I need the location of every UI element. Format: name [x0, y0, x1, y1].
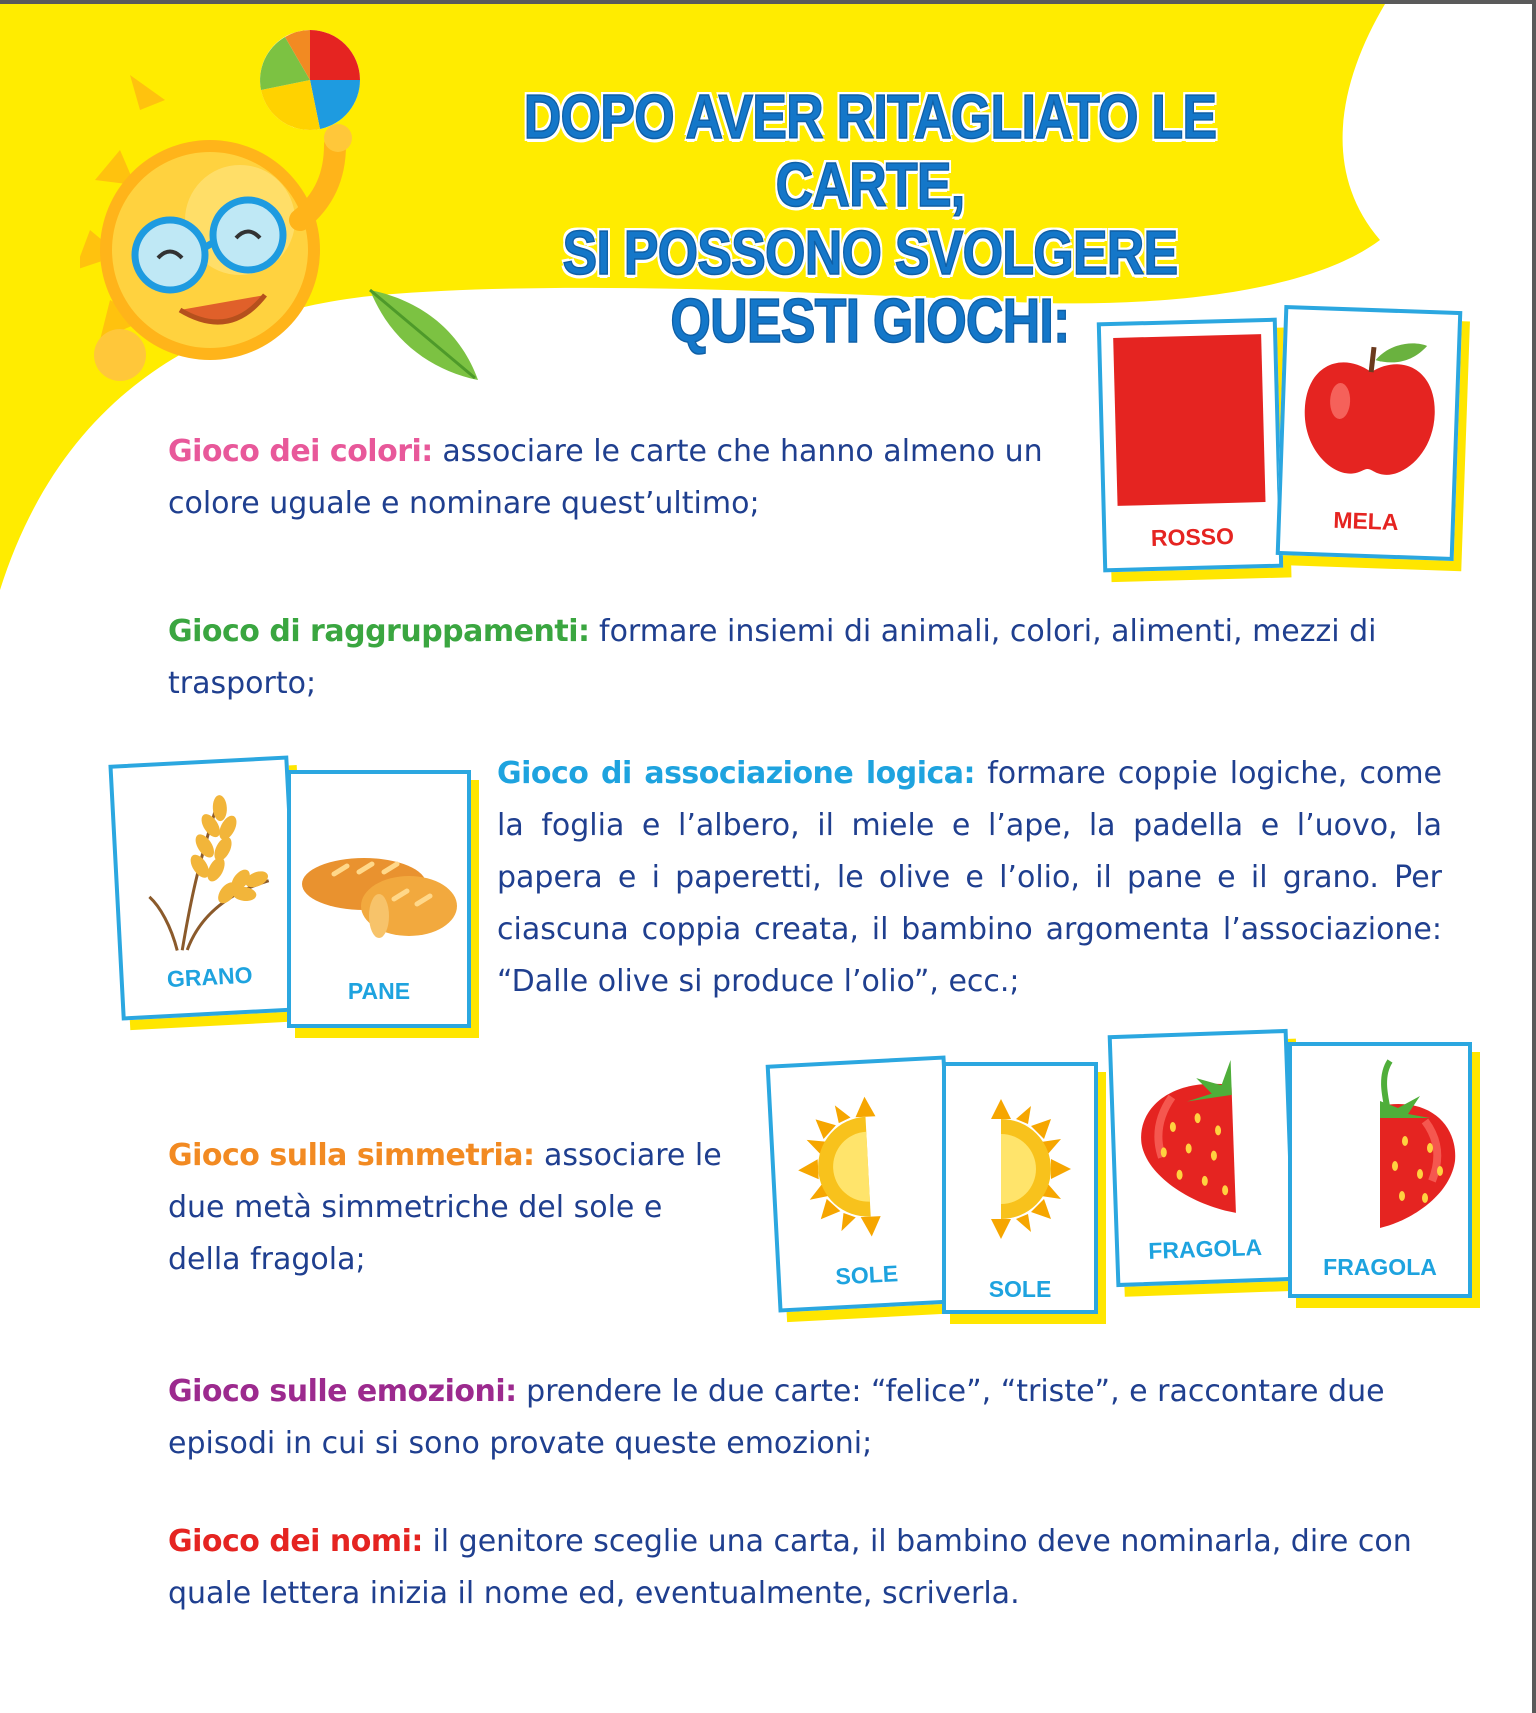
half-sun-icon [946, 1094, 1086, 1244]
game-emozioni-paragraph [168, 1366, 1468, 1470]
card-fragola-left-label: FRAGOLA [1147, 1233, 1263, 1264]
game-emozioni-name: Gioco sulle emozioni: [168, 1374, 517, 1409]
wheat-icon [134, 781, 278, 958]
game-colori-text: associare le carte che hanno almeno un colore uguale e nominare quest’ultimo; [168, 434, 1043, 521]
title-line-3: QUESTI GIOCHI: [670, 287, 1070, 356]
game-raggruppamenti-name: Gioco di raggruppamenti: [168, 614, 590, 649]
card-mela-label: MELA [1332, 506, 1399, 536]
sun-mascot-icon [80, 20, 500, 410]
game-colori-paragraph [168, 426, 1078, 530]
leaf-icon [370, 290, 478, 380]
card-sole-right-label: SOLE [988, 1276, 1052, 1302]
game-emozioni-text: prendere le due carte: “felice”, “triste”, e raccontare due episodi in cui si sono provate queste emozioni; [168, 1374, 1385, 1461]
half-sun-icon [789, 1088, 947, 1246]
half-strawberry-icon [1130, 1055, 1246, 1219]
card-fragola-left [1108, 1029, 1297, 1287]
title-line-2: SI POSSONO SVOLGERE [562, 219, 1178, 288]
game-associazione-text: formare coppie logiche, come la foglia e l’albero, il miele e l’ape, la padella e l’uovo, la papera e i paperetti, le olive e l’olio, il pane e il grano. Per ciascuna coppia creata, il bambino argomenta l’associazione: “Dalle olive si produce l’olio”, ecc.; [497, 756, 1442, 999]
game-simmetria-name: Gioco sulla simmetria: [168, 1138, 535, 1173]
game-raggruppamenti-text: formare insiemi di animali, colori, alimenti, mezzi di trasporto; [168, 614, 1377, 701]
card-pane-label: PANE [347, 978, 411, 1004]
card-pane [287, 770, 471, 1028]
card-grano [108, 755, 301, 1020]
card-sole-right [942, 1062, 1098, 1314]
half-strawberry-icon [1380, 1056, 1460, 1231]
card-mela [1276, 305, 1463, 561]
game-associazione-paragraph [497, 748, 1442, 1008]
card-grano-label: GRANO [166, 961, 254, 993]
page-title [492, 84, 1248, 356]
game-nomi-name: Gioco dei nomi: [168, 1524, 423, 1559]
game-colori-name: Gioco dei colori: [168, 434, 433, 469]
card-rosso [1097, 318, 1283, 573]
red-square-icon [1113, 334, 1265, 506]
title-line-1: DOPO AVER RITAGLIATO LE CARTE, [523, 83, 1217, 220]
apple-icon [1297, 330, 1442, 485]
card-sole-left [766, 1055, 959, 1312]
card-fragola-right [1288, 1042, 1472, 1298]
card-fragola-right-label: FRAGOLA [1323, 1254, 1437, 1280]
game-simmetria-text: associare le due metà simmetriche del sole e della fragola; [168, 1138, 722, 1277]
card-sole-left-label: SOLE [834, 1260, 899, 1290]
beach-ball-icon [260, 30, 360, 130]
game-nomi-paragraph [168, 1516, 1468, 1620]
game-raggruppamenti-paragraph [168, 606, 1468, 710]
game-nomi-text: il genitore sceglie una carta, il bambino deve nominarla, dire con quale lettera inizia il nome ed, eventualmente, scriverla. [168, 1524, 1412, 1611]
bread-icon [299, 844, 459, 944]
game-simmetria-paragraph [168, 1130, 738, 1286]
card-rosso-label: ROSSO [1150, 522, 1235, 552]
game-associazione-name: Gioco di associazione logica: [497, 756, 976, 791]
